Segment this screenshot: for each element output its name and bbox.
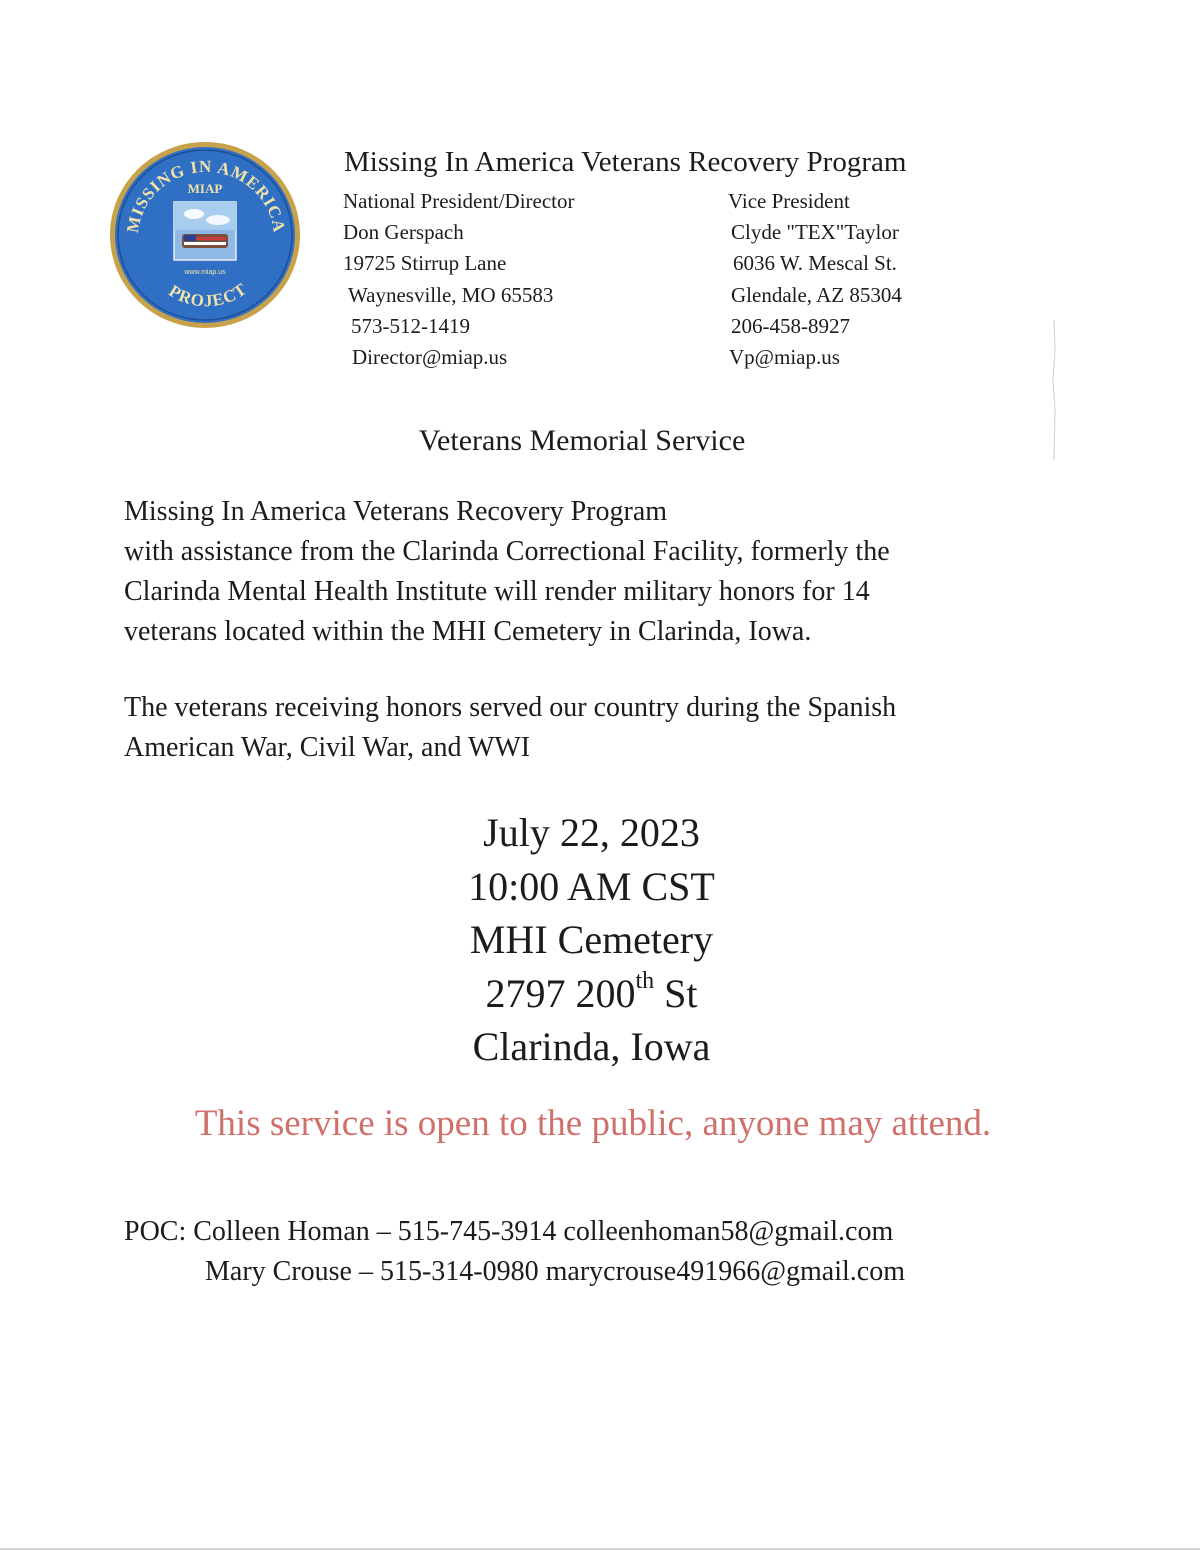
org-title: Missing In America Veterans Recovery Program <box>344 146 907 178</box>
poc-label: POC: <box>124 1216 187 1247</box>
wars-line: American War, Civil War, and WWI <box>124 732 531 763</box>
president-role: National President/Director <box>343 189 575 213</box>
president-phone: 573-512-1419 <box>351 313 470 338</box>
president-email: Director@miap.us <box>352 345 508 370</box>
address-street: St <box>654 970 698 1016</box>
intro-line: with assistance from the Clarinda Correctional Facility, formerly the <box>124 536 890 567</box>
event-time: 10:00 AM CST <box>468 863 715 909</box>
address-number: 2797 200 <box>485 970 636 1016</box>
event-city: Clarinda, Iowa <box>472 1024 711 1069</box>
intro-paragraph <box>124 492 890 652</box>
president-street: 19725 Stirrup Lane <box>343 251 507 276</box>
event-date: July 22, 2023 <box>483 810 700 855</box>
address-suffix: th <box>635 968 655 995</box>
logo-url-text: www.miap.us <box>184 269 226 276</box>
event-details <box>0 806 1183 1074</box>
poc-contact-1: Colleen Homan – 515-745-3914 colleenhoman58@gmail.com <box>193 1216 894 1247</box>
president-name: Don Gerspach <box>343 220 464 245</box>
logo-bottom-text: PROJECT <box>165 279 251 311</box>
vp-name: Clyde "TEX"Taylor <box>731 220 899 245</box>
scan-margin-mark <box>1050 320 1058 460</box>
logo-center-text: MIAP <box>187 181 223 196</box>
president-contact-block <box>343 186 575 373</box>
intro-line: Clarinda Mental Health Institute will render military honors for 14 <box>124 576 870 607</box>
vp-email: Vp@miap.us <box>729 345 840 370</box>
wars-paragraph <box>124 688 896 768</box>
intro-line: veterans located within the MHI Cemetery in Clarinda, Iowa. <box>124 616 812 647</box>
poc-contact-2: Mary Crouse – 515-314-0980 marycrouse491966@gmail.com <box>205 1256 905 1287</box>
miap-logo <box>108 140 302 330</box>
vp-city: Glendale, AZ 85304 <box>731 282 902 307</box>
event-location: MHI Cemetery <box>469 917 714 962</box>
vp-role: Vice President <box>728 189 850 213</box>
scan-bottom-edge <box>0 1548 1200 1550</box>
service-title: Veterans Memorial Service <box>418 424 746 457</box>
logo-ring-text: MISSING IN AMERICA <box>122 156 289 235</box>
vp-phone: 206-458-8927 <box>731 313 850 338</box>
poc-line-1 <box>124 1212 893 1252</box>
wars-line: The veterans receiving honors served our country during the Spanish <box>124 692 897 723</box>
public-notice: This service is open to the public, anyone may attend. <box>194 1103 992 1144</box>
vp-street: 6036 W. Mescal St. <box>733 251 897 276</box>
president-city: Waynesville, MO 65583 <box>348 282 554 307</box>
intro-line: Missing In America Veterans Recovery Program <box>124 496 668 527</box>
vice-president-contact-block <box>728 186 902 373</box>
event-address <box>0 967 1183 1021</box>
